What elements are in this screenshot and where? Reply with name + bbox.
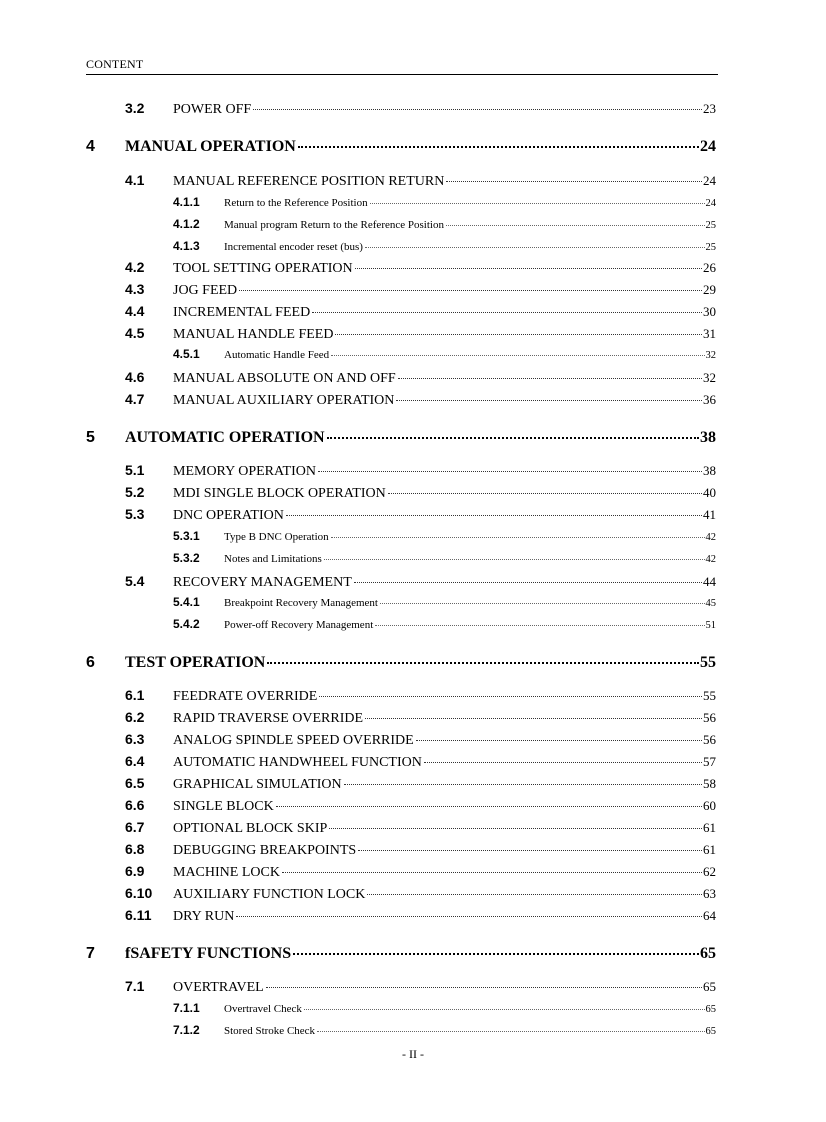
toc-section-number: 6.11	[125, 907, 152, 923]
toc-section-title: RAPID TRAVERSE OVERRIDE	[173, 711, 364, 726]
toc-section-title: Type B DNC Operation	[224, 531, 329, 543]
toc-page-number: 31	[703, 326, 716, 341]
toc-section-number: 6.9	[125, 863, 145, 879]
toc-section-title: DRY RUN	[173, 909, 235, 924]
toc-section-number: 5.4	[125, 573, 145, 589]
toc-section-title: OVERTRAVEL	[173, 980, 264, 995]
toc-dot-leader	[253, 109, 702, 110]
toc-entry-level-2[interactable]	[125, 731, 716, 749]
toc-dot-leader	[293, 953, 699, 955]
toc-section-title: MEMORY OPERATION	[173, 464, 316, 479]
toc-section-title: MANUAL ABSOLUTE ON AND OFF	[173, 371, 396, 386]
toc-page-number: 45	[705, 598, 716, 609]
toc-page-number: 60	[703, 798, 716, 813]
toc-dot-leader	[319, 696, 702, 697]
toc-dot-leader	[282, 872, 702, 873]
toc-dot-leader	[286, 515, 702, 516]
toc-section-title: FEEDRATE OVERRIDE	[173, 689, 318, 704]
toc-section-title: MANUAL AUXILIARY OPERATION	[173, 393, 395, 408]
toc-section-title: TEST OPERATION	[125, 654, 266, 671]
toc-page-number: 38	[703, 463, 716, 478]
toc-dot-leader	[304, 1009, 705, 1010]
toc-section-title: MDI SINGLE BLOCK OPERATION	[173, 486, 386, 501]
toc-entry-level-3[interactable]	[173, 347, 716, 361]
toc-section-number: 6.2	[125, 709, 145, 725]
toc-page-number: 57	[703, 754, 716, 769]
toc-page-number: 24	[703, 173, 716, 188]
toc-dot-leader	[327, 437, 699, 439]
toc-dot-leader	[365, 247, 705, 248]
toc-section-number: 7	[86, 945, 95, 962]
toc-section-number: 6.3	[125, 731, 145, 747]
toc-page-number: 41	[703, 507, 716, 522]
toc-entry-level-2[interactable]	[125, 303, 716, 321]
toc-section-number: 4.7	[125, 391, 145, 407]
toc-dot-leader	[331, 537, 705, 538]
toc-dot-leader	[276, 806, 702, 807]
toc-page-number: 61	[703, 820, 716, 835]
toc-entry-level-2[interactable]	[125, 391, 716, 409]
toc-entry-level-2[interactable]	[125, 841, 716, 859]
toc-dot-leader	[239, 290, 702, 291]
toc-entry-level-3[interactable]	[173, 595, 716, 609]
toc-section-number: 4.3	[125, 281, 145, 297]
toc-entry-level-2[interactable]	[125, 819, 716, 837]
toc-section-number: 5.4.1	[173, 595, 200, 609]
toc-entry-level-3[interactable]	[173, 195, 716, 209]
toc-page-number: 65	[703, 979, 716, 994]
toc-entry-level-3[interactable]	[173, 239, 716, 253]
toc-section-title: OPTIONAL BLOCK SKIP	[173, 821, 328, 836]
toc-section-title: INCREMENTAL FEED	[173, 305, 311, 320]
toc-section-number: 5.2	[125, 484, 145, 500]
toc-page-number: 65	[700, 945, 716, 962]
toc-entry-level-1[interactable]	[86, 429, 716, 447]
toc-section-title: MACHINE LOCK	[173, 865, 280, 880]
toc-entry-level-2[interactable]	[125, 369, 716, 387]
toc-page-number: 61	[703, 842, 716, 857]
toc-entry-level-1[interactable]	[86, 945, 716, 963]
toc-dot-leader	[416, 740, 702, 741]
toc-dot-leader	[446, 225, 705, 226]
toc-section-title: Stored Stroke Check	[224, 1025, 316, 1037]
toc-entry-level-2[interactable]	[125, 100, 716, 118]
toc-entry-level-2[interactable]	[125, 978, 716, 996]
toc-entry-level-2[interactable]	[125, 506, 716, 524]
toc-entry-level-3[interactable]	[173, 217, 716, 231]
toc-page-number: 62	[703, 864, 716, 879]
toc-section-title: MANUAL OPERATION	[125, 138, 296, 155]
toc-section-title: Breakpoint Recovery Management	[224, 597, 378, 609]
running-header: CONTENT	[86, 57, 144, 71]
toc-dot-leader	[354, 582, 702, 583]
toc-page-number: 23	[703, 101, 716, 116]
toc-page-number: 26	[703, 260, 716, 275]
toc-section-number: 6	[86, 654, 95, 671]
toc-section-title: AUTOMATIC OPERATION	[125, 429, 325, 446]
toc-section-title: RECOVERY MANAGEMENT	[173, 575, 352, 590]
toc-page-number: 40	[703, 485, 716, 500]
toc-dot-leader	[324, 559, 705, 560]
toc-entry-level-2[interactable]	[125, 709, 716, 727]
toc-entry-level-2[interactable]	[125, 325, 716, 343]
toc-page-number: 25	[705, 220, 716, 231]
toc-dot-leader	[331, 355, 704, 356]
toc-section-number: 5	[86, 429, 95, 446]
toc-section-number: 4.2	[125, 259, 145, 275]
toc-entry-level-2[interactable]	[125, 484, 716, 502]
toc-section-title: ANALOG SPINDLE SPEED OVERRIDE	[173, 733, 414, 748]
toc-dot-leader	[298, 146, 699, 148]
toc-page-number: 55	[703, 688, 716, 703]
toc-page-number: 29	[703, 282, 716, 297]
toc-section-number: 4.1	[125, 172, 145, 188]
toc-section-number: 5.4.2	[173, 617, 200, 631]
toc-section-number: 4.4	[125, 303, 145, 319]
toc-dot-leader	[446, 181, 702, 182]
toc-entry-level-2[interactable]	[125, 907, 716, 925]
toc-section-number: 4.1.3	[173, 239, 200, 253]
toc-section-number: 4.6	[125, 369, 145, 385]
toc-section-title: Automatic Handle Feed	[224, 349, 330, 361]
toc-section-title: SINGLE BLOCK	[173, 799, 274, 814]
toc-page-number: 65	[705, 1026, 716, 1037]
toc-entry-level-2[interactable]	[125, 863, 716, 881]
toc-section-title: Notes and Limitations	[224, 553, 322, 565]
toc-section-number: 6.8	[125, 841, 145, 857]
toc-section-title: Overtravel Check	[224, 1003, 302, 1015]
toc-page-number: 25	[705, 242, 716, 253]
toc-page-number: 38	[700, 429, 716, 446]
toc-page-number: 24	[700, 138, 716, 155]
toc-dot-leader	[367, 894, 702, 895]
toc-page-number: 44	[703, 574, 716, 589]
toc-entry-level-3[interactable]	[173, 529, 716, 543]
toc-page-number: 32	[705, 350, 716, 361]
toc-section-number: 4.1.2	[173, 217, 200, 231]
toc-dot-leader	[370, 203, 705, 204]
toc-section-title: TOOL SETTING OPERATION	[173, 261, 353, 276]
toc-page-number: 36	[703, 392, 716, 407]
toc-section-title: MANUAL REFERENCE POSITION RETURN	[173, 174, 445, 189]
toc-dot-leader	[312, 312, 702, 313]
toc-dot-leader	[424, 762, 702, 763]
toc-section-number: 6.4	[125, 753, 145, 769]
toc-dot-leader	[355, 268, 702, 269]
toc-entry-level-2[interactable]	[125, 687, 716, 705]
toc-entry-level-2[interactable]	[125, 462, 716, 480]
toc-section-number: 7.1	[125, 978, 145, 994]
toc-entry-level-1[interactable]	[86, 138, 716, 156]
toc-page-number: 56	[703, 710, 716, 725]
toc-dot-leader	[329, 828, 702, 829]
toc-section-number: 6.6	[125, 797, 145, 813]
toc-entry-level-2[interactable]	[125, 281, 716, 299]
toc-section-title: DNC OPERATION	[173, 508, 284, 523]
toc-section-number: 6.1	[125, 687, 145, 703]
toc-section-number: 4	[86, 138, 95, 155]
toc-dot-leader	[267, 662, 699, 664]
toc-entry-level-2[interactable]	[125, 573, 716, 591]
toc-section-title: GRAPHICAL SIMULATION	[173, 777, 342, 792]
toc-section-number: 7.1.1	[173, 1001, 200, 1015]
toc-page-number: 42	[705, 532, 716, 543]
page-number: - II -	[402, 1047, 424, 1061]
toc-entry-level-3[interactable]	[173, 1001, 716, 1015]
toc-section-number: 4.5	[125, 325, 145, 341]
toc-dot-leader	[344, 784, 702, 785]
toc-entry-level-2[interactable]	[125, 775, 716, 793]
toc-section-title: POWER OFF	[173, 102, 252, 117]
toc-dot-leader	[365, 718, 702, 719]
toc-dot-leader	[396, 400, 702, 401]
toc-section-number: 3.2	[125, 100, 145, 116]
toc-section-number: 7.1.2	[173, 1023, 200, 1037]
toc-section-number: 5.3.1	[173, 529, 200, 543]
toc-page-number: 51	[705, 620, 716, 631]
toc-section-number: 6.10	[125, 885, 153, 901]
toc-dot-leader	[388, 493, 702, 494]
toc-entry-level-2[interactable]	[125, 797, 716, 815]
toc-section-title: Manual program Return to the Reference Position	[224, 219, 444, 231]
toc-section-title: Incremental encoder reset (bus)	[224, 241, 363, 253]
toc-entry-level-2[interactable]	[125, 753, 716, 771]
toc-section-title: MANUAL HANDLE FEED	[173, 327, 334, 342]
toc-entry-level-3[interactable]	[173, 551, 716, 565]
toc-dot-leader	[380, 603, 705, 604]
toc-section-number: 6.5	[125, 775, 145, 791]
toc-page-number: 55	[700, 654, 716, 671]
toc-page-number: 63	[703, 886, 716, 901]
toc-section-number: 5.3	[125, 506, 145, 522]
toc-entry-level-3[interactable]	[173, 617, 716, 631]
toc-section-title: JOG FEED	[173, 283, 238, 298]
toc-dot-leader	[375, 625, 704, 626]
toc-page-number: 56	[703, 732, 716, 747]
toc-entry-level-2[interactable]	[125, 885, 716, 903]
toc-section-number: 5.3.2	[173, 551, 200, 565]
toc-page-number: 65	[705, 1004, 716, 1015]
toc-section-number: 4.1.1	[173, 195, 200, 209]
toc-page-number: 32	[703, 370, 716, 385]
toc-entry-level-1[interactable]	[86, 654, 716, 672]
toc-section-number: 4.5.1	[173, 347, 200, 361]
toc-dot-leader	[317, 1031, 704, 1032]
toc-page-number: 58	[703, 776, 716, 791]
toc-section-title: AUTOMATIC HANDWHEEL FUNCTION	[173, 755, 422, 770]
toc-dot-leader	[236, 916, 702, 917]
toc-page-number: 30	[703, 304, 716, 319]
toc-section-title: Return to the Reference Position	[224, 197, 368, 209]
toc-section-number: 6.7	[125, 819, 145, 835]
toc-page-number: 24	[705, 198, 716, 209]
toc-dot-leader	[318, 471, 702, 472]
toc-section-title: fSAFETY FUNCTIONS	[125, 945, 292, 962]
toc-section-number: 5.1	[125, 462, 145, 478]
toc-dot-leader	[335, 334, 702, 335]
toc-page-number: 64	[703, 908, 716, 923]
toc-page-number: 42	[705, 554, 716, 565]
toc-entry-level-2[interactable]	[125, 172, 716, 190]
toc-dot-leader	[358, 850, 702, 851]
toc-dot-leader	[398, 378, 702, 379]
toc-dot-leader	[266, 987, 702, 988]
toc-entry-level-2[interactable]	[125, 259, 716, 277]
toc-section-title: AUXILIARY FUNCTION LOCK	[173, 887, 366, 902]
toc-section-title: Power-off Recovery Management	[224, 619, 374, 631]
toc-section-title: DEBUGGING BREAKPOINTS	[173, 843, 357, 858]
toc-entry-level-3[interactable]	[173, 1023, 716, 1037]
